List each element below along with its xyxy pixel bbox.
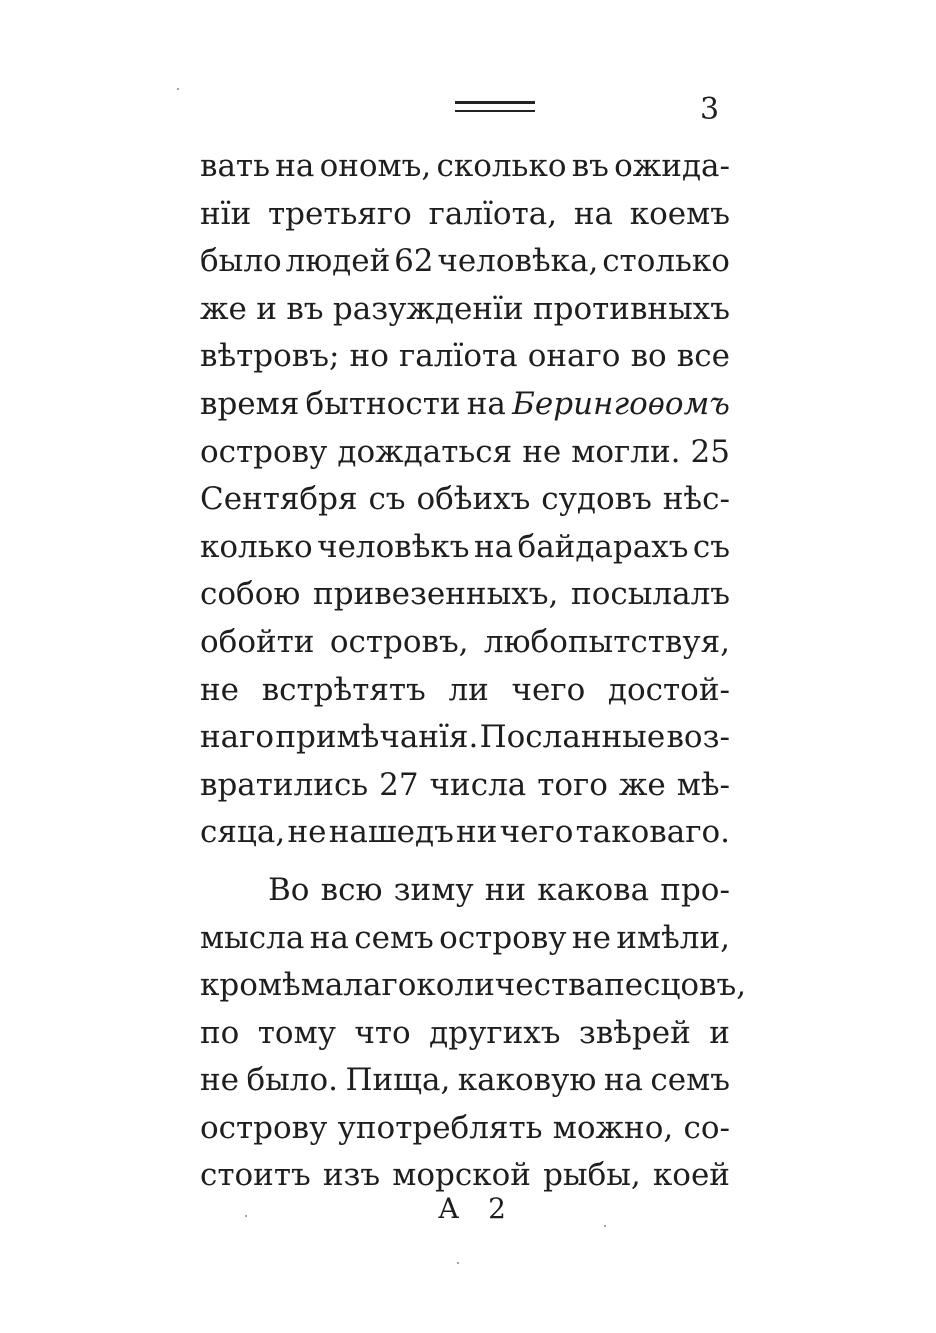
text-word: могли. bbox=[571, 433, 681, 470]
text-word: же bbox=[200, 290, 247, 327]
text-word: того bbox=[537, 766, 608, 803]
text-word: на bbox=[603, 1062, 643, 1099]
text-word: семъ bbox=[650, 1062, 730, 1099]
text-word: нашедъ bbox=[328, 814, 454, 851]
text-word: вратились bbox=[200, 766, 369, 803]
text-word: не bbox=[522, 433, 562, 470]
text-line bbox=[200, 191, 730, 239]
text-line bbox=[200, 143, 730, 191]
text-word: малаго bbox=[300, 967, 417, 1004]
text-word: песцовъ, bbox=[604, 967, 747, 1004]
text-word: острову bbox=[439, 919, 567, 956]
text-line bbox=[200, 809, 730, 857]
text-word: наго bbox=[200, 719, 275, 756]
printer-signature-mark: А 2 bbox=[438, 1192, 516, 1225]
text-word: по bbox=[200, 1014, 240, 1051]
text-line bbox=[200, 286, 730, 334]
text-word: разужденїи bbox=[332, 290, 524, 327]
text-word: онаго bbox=[527, 338, 621, 375]
text-line bbox=[200, 1057, 730, 1105]
text-word: во bbox=[630, 338, 667, 375]
text-word: стоитъ bbox=[200, 1157, 311, 1194]
text-word: съ bbox=[368, 481, 406, 518]
text-word: было bbox=[200, 243, 282, 280]
paper-speck bbox=[245, 1215, 247, 1217]
text-word: кромѣ bbox=[200, 967, 301, 1004]
text-word: Берингоѳомъ bbox=[512, 385, 730, 422]
text-word: Сентября bbox=[200, 481, 358, 518]
page-number: 3 bbox=[700, 92, 720, 127]
text-word: любопытствуя, bbox=[483, 623, 730, 660]
text-word: числа bbox=[429, 766, 527, 803]
text-word: зиму bbox=[393, 871, 474, 908]
text-line bbox=[200, 915, 730, 963]
text-word: все bbox=[676, 338, 730, 375]
header-ornament-rule bbox=[455, 101, 535, 115]
text-line bbox=[200, 381, 730, 429]
text-word: посылалъ bbox=[571, 576, 730, 613]
text-word: но bbox=[349, 338, 389, 375]
text-word: вѣтровъ; bbox=[200, 338, 340, 375]
text-word: не bbox=[200, 671, 240, 708]
text-word: про- bbox=[660, 871, 730, 908]
text-word: коемъ bbox=[629, 195, 730, 232]
text-word: галїота bbox=[398, 338, 518, 375]
paper-speck bbox=[177, 88, 179, 90]
text-word: ономъ, bbox=[319, 148, 432, 184]
text-word: острову bbox=[200, 1109, 328, 1146]
text-word: коей bbox=[652, 1157, 730, 1194]
text-word: было. bbox=[246, 1062, 339, 1099]
text-word: семъ bbox=[354, 919, 434, 956]
text-word: людей bbox=[285, 243, 391, 280]
text-word: время bbox=[200, 385, 300, 422]
text-word: всю bbox=[320, 871, 383, 908]
text-word: нѣс- bbox=[662, 481, 730, 518]
text-word: вать bbox=[200, 148, 270, 184]
text-word: со- bbox=[683, 1109, 730, 1146]
text-word: столько bbox=[602, 243, 730, 280]
header-rule-thick bbox=[455, 101, 535, 104]
text-word: и bbox=[256, 290, 277, 327]
text-word: изъ bbox=[322, 1157, 381, 1194]
text-word: чего bbox=[499, 814, 574, 851]
text-word: сяца, bbox=[200, 814, 286, 851]
text-word: ни bbox=[456, 814, 498, 851]
text-word: Во bbox=[268, 871, 310, 908]
text-word: на bbox=[573, 195, 613, 232]
text-word: острову bbox=[200, 433, 328, 470]
text-line bbox=[200, 619, 730, 667]
text-word: байдарахъ bbox=[517, 528, 689, 565]
text-word: не bbox=[571, 919, 611, 956]
text-word: звѣрей bbox=[578, 1014, 691, 1051]
text-line bbox=[200, 1105, 730, 1153]
text-word: дождаться bbox=[337, 433, 513, 470]
text-word: употреблять bbox=[337, 1109, 543, 1146]
text-word: обѣихъ bbox=[416, 481, 531, 518]
text-line bbox=[200, 962, 747, 1010]
text-word: другихъ bbox=[429, 1014, 561, 1051]
text-word: Посланные bbox=[479, 719, 666, 756]
text-word: количества bbox=[416, 967, 605, 1004]
text-word: судовъ bbox=[541, 481, 652, 518]
text-word: достой- bbox=[607, 671, 730, 708]
text-word: съ bbox=[692, 528, 730, 565]
text-line bbox=[200, 667, 730, 715]
text-word: человѣкъ bbox=[317, 528, 470, 565]
text-word: мысла bbox=[200, 919, 305, 956]
text-word: противныхъ bbox=[532, 290, 730, 327]
text-word: Пища, bbox=[345, 1062, 451, 1099]
text-word: колько bbox=[200, 528, 313, 565]
text-line bbox=[200, 429, 730, 477]
body-text bbox=[200, 143, 747, 1200]
text-word: не bbox=[287, 814, 327, 851]
text-word: чего bbox=[511, 671, 586, 708]
text-word: на bbox=[275, 148, 315, 184]
paper-speck bbox=[457, 1262, 459, 1264]
text-line bbox=[200, 333, 730, 381]
text-word: ожида- bbox=[614, 148, 730, 184]
text-word: 27 bbox=[379, 766, 419, 803]
text-word: обойти bbox=[200, 623, 315, 660]
text-line bbox=[200, 1010, 730, 1058]
text-line bbox=[200, 714, 730, 762]
text-word: бытности bbox=[305, 385, 461, 422]
text-word: въ bbox=[286, 290, 324, 327]
text-word: какова bbox=[537, 871, 650, 908]
text-word: примѣчанїя. bbox=[275, 719, 479, 756]
text-word: же bbox=[618, 766, 666, 803]
text-line bbox=[200, 571, 730, 619]
text-word: имѣли, bbox=[616, 919, 730, 956]
text-line bbox=[200, 524, 730, 572]
text-word: встрѣтятъ bbox=[261, 671, 426, 708]
text-word: каковую bbox=[457, 1062, 597, 1099]
paper-speck bbox=[604, 1225, 606, 1227]
text-word: нїи bbox=[200, 195, 252, 232]
text-word: въ bbox=[571, 148, 609, 184]
text-word: можно, bbox=[552, 1109, 674, 1146]
text-word: человѣка, bbox=[437, 243, 599, 280]
text-word: рыбы, bbox=[543, 1157, 641, 1194]
text-line bbox=[200, 476, 730, 524]
text-word: тому bbox=[257, 1014, 336, 1051]
text-word: островъ, bbox=[329, 623, 469, 660]
text-word: что bbox=[354, 1014, 411, 1051]
text-word: собою bbox=[200, 576, 301, 613]
text-word: 62 bbox=[394, 243, 434, 280]
text-word: галїота, bbox=[428, 195, 558, 232]
text-word: не bbox=[200, 1062, 240, 1099]
text-word: на bbox=[466, 385, 506, 422]
text-word: мѣ- bbox=[676, 766, 730, 803]
text-word: привезенныхъ, bbox=[313, 576, 559, 613]
text-line bbox=[200, 867, 730, 915]
text-word: третьяго bbox=[268, 195, 412, 232]
text-word: ни bbox=[484, 871, 527, 908]
text-line bbox=[200, 238, 730, 286]
text-word: на bbox=[309, 919, 349, 956]
text-word: морской bbox=[392, 1157, 531, 1194]
text-word: 25 bbox=[690, 433, 730, 470]
text-word: воз- bbox=[666, 719, 730, 756]
text-word: таковаго. bbox=[575, 814, 730, 851]
text-word: сколько bbox=[436, 148, 567, 184]
text-word: на bbox=[473, 528, 514, 565]
text-word: ли bbox=[448, 671, 489, 708]
header-rule-thin bbox=[455, 110, 535, 112]
text-line bbox=[200, 762, 730, 810]
text-word: и bbox=[709, 1014, 730, 1051]
